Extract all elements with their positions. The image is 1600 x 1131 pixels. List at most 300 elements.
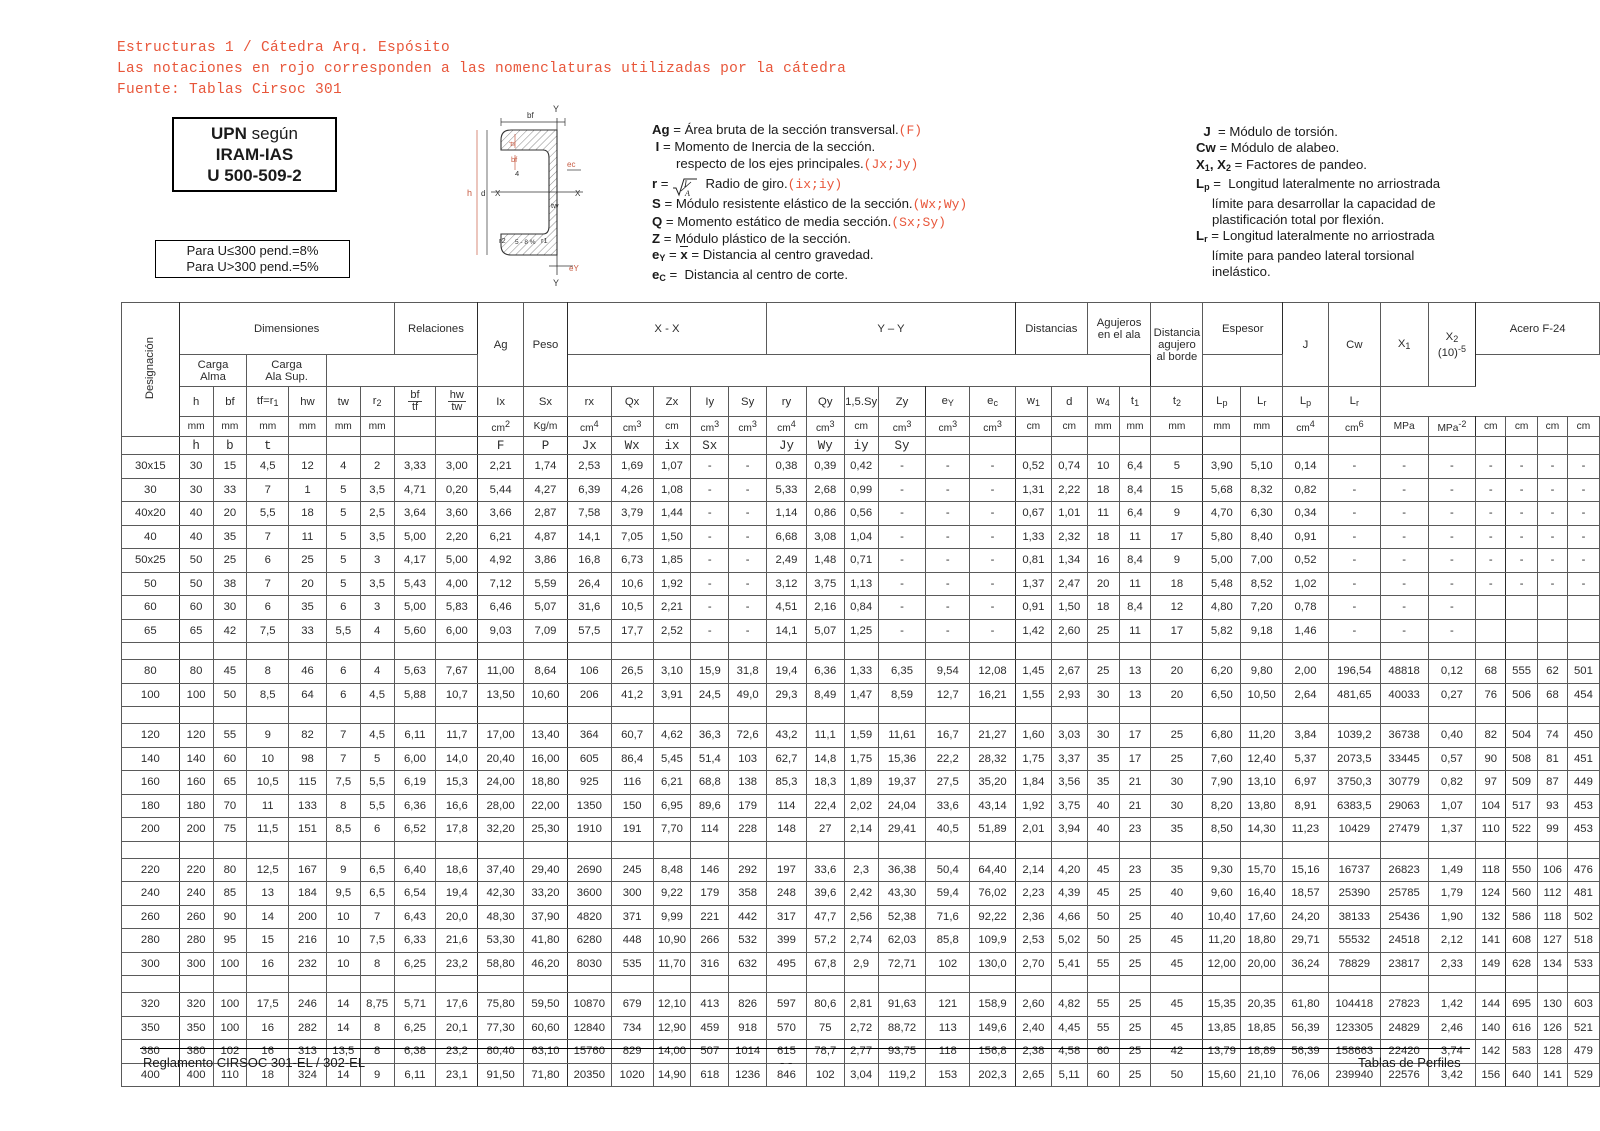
table-cell: 29,41 <box>878 818 926 842</box>
table-cell: 36,24 <box>1283 952 1329 976</box>
gap-cell <box>844 707 878 724</box>
gap-cell <box>691 841 729 858</box>
table-cell: 197 <box>767 858 807 882</box>
legend-item-x: $X_1$, $X_2$ = Factores de pandeo. <box>1196 156 1367 173</box>
table-cell: 50 <box>213 683 247 707</box>
table-cell: 7,09 <box>524 619 568 643</box>
table-cell: 68,8 <box>691 771 729 795</box>
table-cell: 22,4 <box>806 794 844 818</box>
table-cell: 35 <box>1087 747 1119 771</box>
table-cell: 3,66 <box>478 502 524 526</box>
gap-cell <box>1380 841 1428 858</box>
table-cell: 1,44 <box>653 502 691 526</box>
gap-cell <box>122 976 180 993</box>
table-cell: 0,57 <box>1428 747 1476 771</box>
th-ag: Ag <box>478 303 524 387</box>
th-peso: Peso <box>524 303 568 387</box>
legend-item-j: J = Módulo de torsión. <box>1203 124 1338 139</box>
gap-cell <box>1506 976 1538 993</box>
gap-cell <box>213 707 247 724</box>
gap-cell <box>179 841 213 858</box>
table-cell: 11,23 <box>1283 818 1329 842</box>
table-cell: 196,54 <box>1328 660 1380 684</box>
table-cell: 191 <box>611 818 653 842</box>
gap-cell <box>326 976 360 993</box>
th-designacion: Designación <box>122 303 180 437</box>
table-cell: 30 <box>1087 683 1119 707</box>
table-cell: - <box>970 478 1016 502</box>
table-cell: 29,3 <box>767 683 807 707</box>
table-cell: 442 <box>729 905 767 929</box>
table-cell: 15,60 <box>1203 1063 1241 1087</box>
th-acero: Acero F-24 <box>1476 303 1600 355</box>
svg-text:5 - 8 %: 5 - 8 % <box>515 239 536 246</box>
table-cell: 8,4 <box>1119 478 1151 502</box>
table-cell: 221 <box>691 905 729 929</box>
gap-cell <box>1476 643 1506 660</box>
table-cell: 400 <box>179 1063 213 1087</box>
table-cell: 140 <box>179 747 213 771</box>
gap-cell <box>394 643 436 660</box>
table-cell: 6,38 <box>394 1040 436 1064</box>
table-cell: 1,59 <box>844 724 878 748</box>
table-cell: 127 <box>1538 929 1568 953</box>
gap-cell <box>844 976 878 993</box>
th-sym-qx: Qx <box>611 387 653 417</box>
table-cell: 605 <box>567 747 611 771</box>
table-cell: 7,5 <box>360 929 394 953</box>
table-cell: 25390 <box>1328 882 1380 906</box>
table-cell: 82 <box>1476 724 1506 748</box>
table-cell: 4820 <box>567 905 611 929</box>
table-cell: 8,75 <box>360 993 394 1017</box>
table-cell: 11 <box>247 794 289 818</box>
th-unit-w1: mm <box>1087 417 1119 437</box>
table-cell: 8,5 <box>326 818 360 842</box>
table-cell: 11 <box>1119 525 1151 549</box>
th-sym-bftf: $\frac{bf}{tf}$ <box>394 387 436 417</box>
gap-cell <box>1506 841 1538 858</box>
table-cell: 6 <box>326 660 360 684</box>
table-cell: 1,07 <box>653 455 691 479</box>
table-cell: 130 <box>1538 993 1568 1017</box>
table-cell: 27 <box>806 818 844 842</box>
table-cell: 7,20 <box>1241 596 1283 620</box>
table-cell: 2,68 <box>806 478 844 502</box>
table-cell: 3,84 <box>1283 724 1329 748</box>
th-unit-sy: $cm^3$ <box>806 417 844 437</box>
table-cell: 40 <box>1087 818 1119 842</box>
gap-cell <box>767 643 807 660</box>
table-cell: 1910 <box>567 818 611 842</box>
th-unit-ec: cm <box>1051 417 1087 437</box>
table-row <box>122 993 1600 1017</box>
table-cell: 508 <box>1506 747 1538 771</box>
gap-cell <box>1119 707 1151 724</box>
table-cell: 30 <box>1151 771 1203 795</box>
table-cell: 10,6 <box>611 572 653 596</box>
table-cell: 5 <box>326 502 360 526</box>
table-cell: 615 <box>767 1040 807 1064</box>
table-cell: 43,14 <box>970 794 1016 818</box>
table-cell: - <box>878 549 926 573</box>
table-cell: 14,30 <box>1241 818 1283 842</box>
table-cell: 14,90 <box>653 1063 691 1087</box>
table-cell: 5,71 <box>394 993 436 1017</box>
table-cell: 300 <box>179 952 213 976</box>
red-cell <box>1015 437 1051 455</box>
table-cell: 115 <box>289 771 327 795</box>
table-cell: 51,4 <box>691 747 729 771</box>
svg-text:ec: ec <box>567 160 576 169</box>
table-cell: 358 <box>729 882 767 906</box>
table-cell: 3600 <box>567 882 611 906</box>
table-cell: 3,08 <box>806 525 844 549</box>
table-cell: 3,75 <box>806 572 844 596</box>
table-cell: 0,86 <box>806 502 844 526</box>
table-cell: 3,74 <box>1428 1040 1476 1064</box>
table-cell: 2,56 <box>844 905 878 929</box>
table-cell: 15,9 <box>691 660 729 684</box>
table-cell: 51,89 <box>970 818 1016 842</box>
th-carga-ala: Carga Ala Sup. <box>247 355 327 387</box>
table-cell: 6,00 <box>436 619 478 643</box>
gap-cell <box>1283 643 1329 660</box>
red-cell <box>1538 437 1568 455</box>
table-cell: 25 <box>289 549 327 573</box>
table-cell: 2,60 <box>1015 993 1051 1017</box>
table-cell: 5,07 <box>806 619 844 643</box>
table-cell: 62,7 <box>767 747 807 771</box>
red-cell <box>1151 437 1203 455</box>
table-cell: 124 <box>1476 882 1506 906</box>
table-cell: 132 <box>1476 905 1506 929</box>
table-cell: - <box>1567 549 1599 573</box>
table-cell: 7,58 <box>567 502 611 526</box>
table-cell: 371 <box>611 905 653 929</box>
table-cell: - <box>1506 455 1538 479</box>
table-cell: 7 <box>247 478 289 502</box>
table-cell: 25 <box>1119 905 1151 929</box>
table-cell: 3,75 <box>1051 794 1087 818</box>
table-cell: 7,70 <box>653 818 691 842</box>
table-cell: 16,7 <box>926 724 970 748</box>
table-group-gap <box>122 707 1600 724</box>
table-cell: 7,05 <box>611 525 653 549</box>
table-cell: 48818 <box>1380 660 1428 684</box>
table-cell: 48,30 <box>478 905 524 929</box>
table-cell: 33 <box>289 619 327 643</box>
cell-designacion: 200 <box>122 818 180 842</box>
table-cell: 320 <box>179 993 213 1017</box>
table-cell: 232 <box>289 952 327 976</box>
gap-cell <box>1119 841 1151 858</box>
table-row <box>122 818 1600 842</box>
table-cell: - <box>926 619 970 643</box>
table-cell: 2,3 <box>844 858 878 882</box>
svg-text:r1: r1 <box>541 236 548 245</box>
red-cell: t <box>247 437 289 455</box>
table-header-units <box>122 417 1600 437</box>
table-cell: 13 <box>1119 660 1151 684</box>
table-cell: 76,02 <box>970 882 1016 906</box>
cell-designacion: 50x25 <box>122 549 180 573</box>
table-cell: 10,60 <box>524 683 568 707</box>
table-cell: 476 <box>1567 858 1599 882</box>
table-cell: - <box>1476 549 1506 573</box>
gap-cell <box>394 976 436 993</box>
table-cell: - <box>1380 596 1428 620</box>
table-cell: 31,8 <box>729 660 767 684</box>
table-cell: 11,1 <box>806 724 844 748</box>
table-cell: - <box>1428 572 1476 596</box>
table-cell: 0,38 <box>767 455 807 479</box>
table-cell: - <box>878 478 926 502</box>
table-cell: 149 <box>1476 952 1506 976</box>
table-cell: 502 <box>1567 905 1599 929</box>
table-cell: 28,32 <box>970 747 1016 771</box>
table-cell: 4 <box>360 660 394 684</box>
table-cell: 90 <box>213 905 247 929</box>
table-cell: 153 <box>926 1063 970 1087</box>
gap-cell <box>122 707 180 724</box>
legend-item-s: S = Módulo resistente elástico de la sección.(Wx;Wy) <box>652 196 968 213</box>
table-cell: 3 <box>360 549 394 573</box>
table-cell: 85,3 <box>767 771 807 795</box>
table-row <box>122 619 1600 643</box>
table-cell: 9,18 <box>1241 619 1283 643</box>
table-cell: 60,60 <box>524 1016 568 1040</box>
table-cell: - <box>1328 455 1380 479</box>
table-cell: 2,72 <box>844 1016 878 1040</box>
table-cell: - <box>1538 502 1568 526</box>
table-cell: 324 <box>289 1063 327 1087</box>
svg-text:tw: tw <box>551 201 559 210</box>
table-cell: 116 <box>611 771 653 795</box>
th-unit-x1: MPa <box>1380 417 1428 437</box>
table-cell: 23,2 <box>436 952 478 976</box>
header-note-3: Fuente: Tablas Cirsoc 301 <box>117 82 343 98</box>
gap-cell <box>767 841 807 858</box>
table-cell: 3,42 <box>1428 1063 1476 1087</box>
table-cell: 10,7 <box>436 683 478 707</box>
table-cell: 2,74 <box>844 929 878 953</box>
table-cell: 481 <box>1567 882 1599 906</box>
table-cell: - <box>691 455 729 479</box>
table-cell: 99 <box>1538 818 1568 842</box>
table-cell: 23817 <box>1380 952 1428 976</box>
table-cell: 90 <box>1476 747 1506 771</box>
table-cell: 11,20 <box>1203 929 1241 953</box>
gap-cell <box>478 976 524 993</box>
table-row <box>122 858 1600 882</box>
table-cell: 5,00 <box>394 596 436 620</box>
table-cell: 151 <box>289 818 327 842</box>
gap-cell <box>1567 976 1599 993</box>
table-cell: 148 <box>767 818 807 842</box>
gap-cell <box>179 707 213 724</box>
table-cell: 450 <box>1567 724 1599 748</box>
table-cell: 45 <box>213 660 247 684</box>
table-cell: - <box>1476 572 1506 596</box>
th-unit-hwtw <box>436 417 478 437</box>
table-cell: 33,6 <box>806 858 844 882</box>
table-cell: 118 <box>1538 905 1568 929</box>
gap-cell <box>653 976 691 993</box>
th-sym-ec: $e_c$ <box>970 387 1016 417</box>
table-cell: - <box>970 502 1016 526</box>
table-cell: 2,38 <box>1015 1040 1051 1064</box>
table-cell: 6,95 <box>653 794 691 818</box>
table-cell: 3,37 <box>1051 747 1087 771</box>
table-cell: 10,50 <box>1241 683 1283 707</box>
gap-cell <box>1203 976 1241 993</box>
table-cell: 3,56 <box>1051 771 1087 795</box>
table-cell: 11,5 <box>247 818 289 842</box>
table-cell: 1,34 <box>1051 549 1087 573</box>
table-cell: 36738 <box>1380 724 1428 748</box>
th-unit-ag: $cm^2$ <box>478 417 524 437</box>
table-cell: 37,90 <box>524 905 568 929</box>
table-cell: 1,04 <box>844 525 878 549</box>
cell-designacion: 60 <box>122 596 180 620</box>
table-cell: 20,40 <box>478 747 524 771</box>
red-cell: Wx <box>611 437 653 455</box>
table-cell: 80,6 <box>806 993 844 1017</box>
table-cell: 7,67 <box>436 660 478 684</box>
table-cell: 55 <box>1087 993 1119 1017</box>
table-cell: 56,39 <box>1283 1016 1329 1040</box>
table-cell: 17,6 <box>436 993 478 1017</box>
table-cell: - <box>1506 572 1538 596</box>
gap-cell <box>878 707 926 724</box>
legend-item-q: Q = Momento estático de media sección.(Sx;Sy) <box>652 213 946 230</box>
table-row <box>122 724 1600 748</box>
table-cell: 25,30 <box>524 818 568 842</box>
red-cell: Sy <box>878 437 926 455</box>
table-cell: 6,19 <box>394 771 436 795</box>
svg-text:A: A <box>685 189 691 198</box>
table-cell: 46 <box>289 660 327 684</box>
legend-item-lr: $L_r$ = Longitud lateralmente no arriostrada <box>1196 228 1435 245</box>
table-cell: 4,51 <box>767 596 807 620</box>
table-cell: 40,5 <box>926 818 970 842</box>
table-cell: 1,48 <box>806 549 844 573</box>
table-cell: - <box>1380 572 1428 596</box>
table-cell: 280 <box>179 929 213 953</box>
th-sym-ry: ry <box>767 387 807 417</box>
table-cell: 26,5 <box>611 660 653 684</box>
table-cell: 8 <box>247 660 289 684</box>
table-cell: 248 <box>767 882 807 906</box>
title-box <box>172 117 337 192</box>
table-cell: 734 <box>611 1016 653 1040</box>
table-cell: - <box>970 525 1016 549</box>
table-cell: - <box>729 525 767 549</box>
svg-text:4: 4 <box>515 169 520 178</box>
legend-item-r: r = I A Radio de giro.(ix;iy) <box>652 176 843 198</box>
gap-cell <box>1506 707 1538 724</box>
th-x1: $X_1$ <box>1380 303 1428 387</box>
table-cell: 25 <box>1151 724 1203 748</box>
table-cell: 16,21 <box>970 683 1016 707</box>
table-cell: 3,91 <box>653 683 691 707</box>
table-cell: 64,40 <box>970 858 1016 882</box>
table-cell: - <box>926 478 970 502</box>
gap-cell <box>1119 976 1151 993</box>
table-cell: 8,4 <box>1119 549 1151 573</box>
legend-item-lr-c1: límite para pandeo lateral torsional <box>1212 247 1415 263</box>
table-cell: 0,82 <box>1428 771 1476 795</box>
gap-cell <box>1151 976 1203 993</box>
table-cell: 63,10 <box>524 1040 568 1064</box>
cell-designacion: 160 <box>122 771 180 795</box>
table-cell: - <box>729 572 767 596</box>
table-cell: 95 <box>213 929 247 953</box>
table-cell: 9 <box>326 858 360 882</box>
table-cell: 0,78 <box>1283 596 1329 620</box>
table-cell: 141 <box>1476 929 1506 953</box>
table-cell: 1,90 <box>1428 905 1476 929</box>
table-cell: 71,6 <box>926 905 970 929</box>
gap-cell <box>213 841 247 858</box>
table-cell: 1,50 <box>1051 596 1087 620</box>
table-cell: 0,52 <box>1283 549 1329 573</box>
table-cell: 47,7 <box>806 905 844 929</box>
table-cell: 17,8 <box>436 818 478 842</box>
table-cell: 522 <box>1506 818 1538 842</box>
table-cell: 9 <box>1151 502 1203 526</box>
table-cell: 70 <box>213 794 247 818</box>
table-cell: 40 <box>179 502 213 526</box>
th-sym-qy: Qy <box>806 387 844 417</box>
svg-text:X: X <box>495 189 501 198</box>
table-cell: 6,20 <box>1203 660 1241 684</box>
table-cell: 5,00 <box>394 525 436 549</box>
gap-cell <box>844 643 878 660</box>
gap-cell <box>1567 707 1599 724</box>
table-cell: 38133 <box>1328 905 1380 929</box>
table-cell: 1,49 <box>1428 858 1476 882</box>
table-cell: 6,25 <box>394 1016 436 1040</box>
table-cell: 8 <box>326 794 360 818</box>
gap-cell <box>844 841 878 858</box>
table-cell: 0,20 <box>436 478 478 502</box>
table-cell: 68 <box>1538 683 1568 707</box>
table-cell: 260 <box>179 905 213 929</box>
gap-cell <box>360 841 394 858</box>
table-cell: 67,8 <box>806 952 844 976</box>
th-unit-w4: mm <box>1151 417 1203 437</box>
table-cell: 5,5 <box>360 794 394 818</box>
table-cell: 50 <box>1087 905 1119 929</box>
cell-designacion: 80 <box>122 660 180 684</box>
table-cell: 8,52 <box>1241 572 1283 596</box>
table-cell: 40 <box>1151 882 1203 906</box>
legend-item-lr-c2: inelástico. <box>1212 264 1271 280</box>
table-cell: 220 <box>179 858 213 882</box>
th-unit-hw: mm <box>289 417 327 437</box>
table-cell: 2,02 <box>844 794 878 818</box>
table-cell: 11 <box>1087 502 1119 526</box>
table-cell: 27,5 <box>926 771 970 795</box>
gap-cell <box>478 643 524 660</box>
cell-designacion: 50 <box>122 572 180 596</box>
table-cell: 448 <box>611 929 653 953</box>
table-cell: 102 <box>806 1063 844 1087</box>
th-sym-iy: Iy <box>691 387 729 417</box>
table-cell: 9,30 <box>1203 858 1241 882</box>
